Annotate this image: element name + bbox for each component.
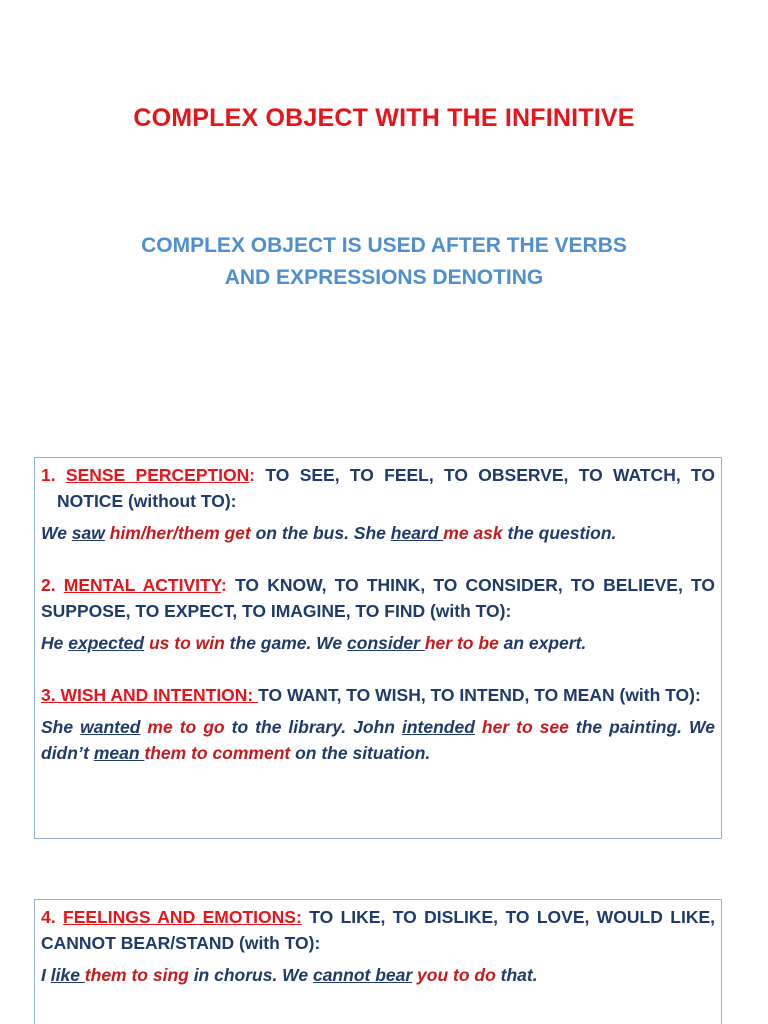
- example-mental-activity: [41, 630, 715, 656]
- example-text: in chorus. We: [188, 965, 313, 985]
- example-verb: saw: [71, 523, 105, 543]
- page-title: COMPLEX OBJECT WITH THE INFINITIVE: [133, 104, 635, 132]
- section-sense-perception: [41, 462, 715, 514]
- example-verb: expected: [68, 633, 145, 653]
- section-number: 2.: [41, 575, 56, 595]
- section-colon: :: [249, 465, 256, 485]
- rules-box-2: [34, 899, 722, 1024]
- section-feelings-emotions: [41, 904, 715, 956]
- section-verbs: TO SEE, TO FEEL, TO OBSERVE, TO WATCH, TO NOTICE (without TO):: [57, 465, 715, 511]
- example-text: on the bus. She: [250, 523, 391, 543]
- example-text: the painting. We didn’t: [41, 717, 715, 763]
- example-object: them to comment: [144, 743, 291, 763]
- example-object: us to win: [148, 633, 225, 653]
- example-verb: intended: [401, 717, 475, 737]
- example-feelings-emotions: [41, 962, 715, 988]
- example-object: her to see: [481, 717, 569, 737]
- example-text: an expert.: [498, 633, 587, 653]
- example-text: to the library. John: [224, 717, 402, 737]
- example-text: I: [41, 965, 51, 985]
- section-verbs: TO LIKE, TO DISLIKE, TO LOVE, WOULD LIKE, CANNOT BEAR/STAND (with TO):: [41, 907, 715, 953]
- section-category: 3. WISH AND INTENTION:: [41, 685, 259, 705]
- example-object: them to sing: [84, 965, 189, 985]
- example-text: on the situation.: [290, 743, 431, 763]
- subtitle-line-2: AND EXPRESSIONS DENOTING: [224, 266, 544, 289]
- example-text: the question.: [502, 523, 617, 543]
- example-text: We: [41, 523, 72, 543]
- example-verb: heard: [390, 523, 444, 543]
- example-text: that.: [495, 965, 538, 985]
- example-object: him/her/them get: [109, 523, 251, 543]
- example-object: me to go: [147, 717, 225, 737]
- example-verb: mean: [93, 743, 145, 763]
- section-category: FEELINGS AND EMOTIONS:: [63, 907, 302, 927]
- example-sense-perception: [41, 520, 715, 546]
- spacer: [41, 656, 715, 682]
- example-verb: like: [50, 965, 85, 985]
- page-subtitle: [84, 230, 684, 294]
- example-text: She: [41, 717, 81, 737]
- spacer: [41, 546, 715, 572]
- section-verbs: TO KNOW, TO THINK, TO CONSIDER, TO BELIEVE, TO SUPPOSE, TO EXPECT, TO IMAGINE, TO FIND (with TO):: [41, 575, 715, 621]
- example-verb: wanted: [80, 717, 141, 737]
- example-wish-intention: [41, 714, 715, 766]
- example-verb: consider: [347, 633, 425, 653]
- rules-box-1: [34, 457, 722, 839]
- section-verbs: TO WANT, TO WISH, TO INTEND, TO MEAN (with TO):: [258, 685, 701, 705]
- example-text: He: [41, 633, 69, 653]
- section-colon: :: [221, 575, 227, 595]
- section-mental-activity: [41, 572, 715, 624]
- section-wish-intention: [41, 682, 715, 708]
- example-object: me ask: [443, 523, 503, 543]
- section-category: MENTAL ACTIVITY: [63, 575, 222, 595]
- section-number: 4.: [41, 907, 56, 927]
- example-verb: cannot bear: [312, 965, 413, 985]
- section-category: SENSE PERCEPTION: [65, 465, 250, 485]
- section-number: 1.: [41, 465, 56, 485]
- example-object: you to do: [417, 965, 496, 985]
- subtitle-line-1: COMPLEX OBJECT IS USED AFTER THE VERBS: [141, 234, 627, 257]
- example-object: her to be: [424, 633, 499, 653]
- example-text: the game. We: [224, 633, 348, 653]
